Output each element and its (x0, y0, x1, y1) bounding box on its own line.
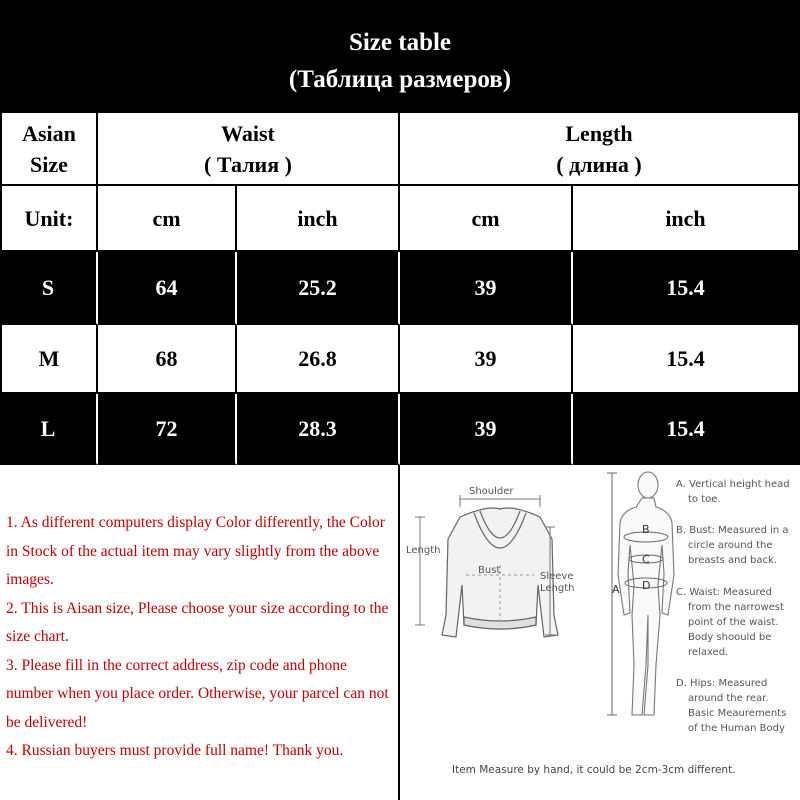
row-l-waist-cm: 72 (98, 394, 237, 465)
svg-text:Basic Meaurements: Basic Meaurements (688, 708, 787, 719)
unit-waist-inch: inch (237, 186, 400, 252)
note-4: 4. Russian buyers must provide full name! Thank you. (6, 742, 344, 759)
length-label: Length (406, 545, 441, 556)
svg-text:D. Hips: Measured: D. Hips: Measured (676, 678, 768, 689)
note-3: 3. Please fill in the correct address, zip code and phone number when you place order. Otherwise, your parcel can not be delivered! (6, 656, 389, 731)
svg-text:point of the waist.: point of the waist. (688, 617, 779, 628)
row-l-size: L (0, 394, 98, 465)
row-m-waist-cm: 68 (98, 325, 237, 394)
size-column-header: Asian Size (0, 113, 98, 186)
svg-text:relaxed.: relaxed. (688, 647, 729, 658)
header-subtitle: (Таблица размеров) (288, 66, 512, 93)
svg-text:around the rear.: around the rear. (688, 693, 769, 704)
row-m-waist-inch: 26.8 (237, 325, 400, 394)
unit-label: Unit: (0, 186, 98, 252)
size-table (0, 113, 800, 465)
row-s-length-cm: 39 (400, 252, 573, 325)
size-table-header (0, 0, 800, 113)
svg-text:A. Vertical height head: A. Vertical height head (676, 479, 790, 490)
svg-text:C. Waist: Measured: C. Waist: Measured (676, 587, 773, 598)
body-figure (618, 472, 674, 715)
bust-label: Bust (478, 565, 501, 576)
header-title: Size table (348, 29, 452, 56)
unit-waist-cm: cm (98, 186, 237, 252)
svg-text:of the Human Body: of the Human Body (688, 723, 785, 734)
svg-text:B. Bust: Measured in a: B. Bust: Measured in a (676, 525, 789, 536)
waist-column-header: Waist ( Талия ) (98, 113, 400, 186)
svg-text:breasts and back.: breasts and back. (688, 555, 777, 566)
svg-text:Body shoould be: Body shoould be (688, 632, 772, 643)
row-s-length-inch: 15.4 (573, 252, 800, 325)
svg-text:from the narrowest: from the narrowest (688, 602, 784, 613)
length-column-header: Length ( длина ) (400, 113, 800, 186)
measure-footnote: Item Measure by hand, it could be 2cm-3cm different. (452, 764, 736, 776)
row-m-size: M (0, 325, 98, 394)
row-m-length-cm: 39 (400, 325, 573, 394)
svg-text:to toe.: to toe. (688, 494, 721, 505)
body-letter-b: B (642, 523, 650, 536)
body-letter-a: A (612, 583, 620, 596)
sleeve-label-2: Length (540, 583, 575, 594)
svg-text:circle around the: circle around the (688, 540, 773, 551)
sleeve-label: Sleeve (540, 571, 574, 582)
measurement-illustration (402, 465, 800, 800)
unit-length-cm: cm (400, 186, 573, 252)
measurement-diagram (402, 465, 800, 800)
row-s-waist-inch: 25.2 (237, 252, 400, 325)
length-arrow (415, 517, 425, 625)
row-l-waist-inch: 28.3 (237, 394, 400, 465)
row-l-length-cm: 39 (400, 394, 573, 465)
notes-panel (0, 465, 400, 800)
row-s-waist-cm: 64 (98, 252, 237, 325)
unit-length-inch: inch (573, 186, 800, 252)
row-l-length-inch: 15.4 (573, 394, 800, 465)
body-letter-d: D (642, 579, 651, 592)
note-1: 1. As different computers display Color differently, the Color in Stock of the actual item may vary slightly from the above images. (6, 514, 385, 588)
row-m-length-inch: 15.4 (573, 325, 800, 394)
measurement-legend (676, 479, 790, 734)
note-2: 2. This is Aisan size, Please choose your size according to the size chart. (6, 599, 389, 645)
body-letter-c: C (642, 553, 650, 566)
row-s-size: S (0, 252, 98, 325)
shoulder-label: Shoulder (469, 486, 514, 497)
